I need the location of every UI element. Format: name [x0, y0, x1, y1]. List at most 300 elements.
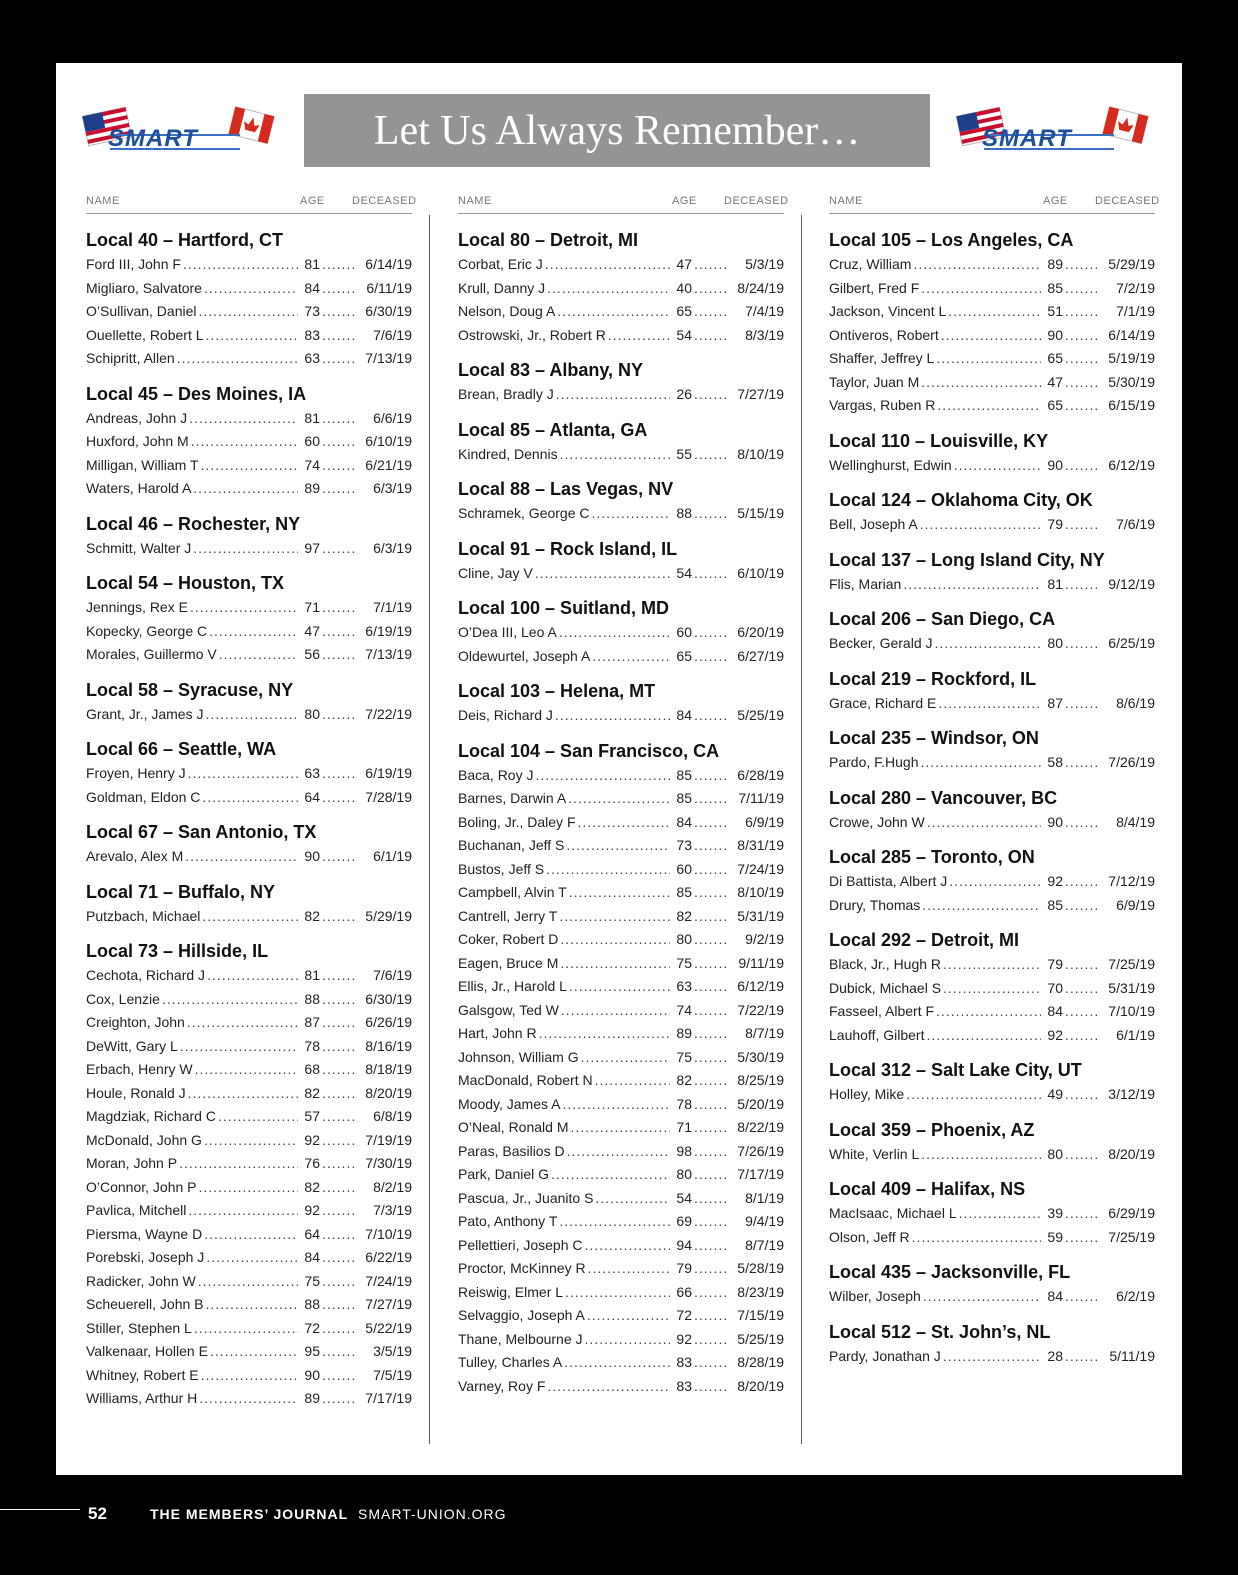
member-name: Froyen, Henry J [86, 765, 186, 781]
member-row [829, 894, 1155, 918]
member-age: 89 [676, 1025, 692, 1041]
member-deceased-date: 7/24/19 [737, 860, 784, 877]
member-deceased-date: 7/28/19 [365, 788, 412, 805]
member-deceased-date: 8/22/19 [737, 1119, 784, 1135]
member-name: Oldewurtel, Joseph A [458, 647, 591, 664]
member-row [86, 988, 412, 1012]
member-name: Gilbert, Fred F [829, 279, 920, 296]
leader-dots [322, 347, 354, 370]
leader-dots [694, 645, 726, 668]
local-heading: Local 359 – Phoenix, AZ [829, 1119, 1035, 1140]
leader-dots [954, 454, 1041, 477]
leader-dots [694, 999, 726, 1022]
leader-dots [608, 324, 670, 347]
member-age: 28 [1047, 1347, 1063, 1364]
member-age: 49 [1047, 1086, 1063, 1102]
leader-dots [559, 1210, 670, 1233]
member-age: 97 [304, 539, 320, 556]
local-heading: Local 137 – Long Island City, NY [829, 549, 1105, 570]
member-age: 82 [676, 907, 692, 924]
leader-dots [903, 573, 1041, 596]
member-deceased-date: 7/6/19 [373, 967, 412, 983]
member-deceased-date: 5/19/19 [1108, 350, 1155, 366]
member-row [829, 347, 1155, 371]
member-row [458, 811, 784, 835]
member-age: 82 [676, 1072, 692, 1088]
leader-dots [547, 1375, 670, 1398]
member-age: 54 [676, 1189, 692, 1206]
smart-logo-right [954, 101, 1150, 161]
member-name: Holley, Mike [829, 1086, 905, 1102]
leader-dots [694, 1093, 726, 1116]
local-heading: Local 100 – Suitland, MD [458, 598, 670, 618]
member-name: Campbell, Alvin T [458, 884, 567, 900]
column-header [86, 191, 417, 214]
member-name: Galsgow, Ted W [458, 1001, 559, 1018]
member-age: 40 [676, 279, 692, 296]
member-name: Thane, Melbourne J [458, 1330, 583, 1347]
member-deceased-date: 7/12/19 [1108, 873, 1155, 889]
leader-dots [694, 1281, 726, 1304]
member-age: 81 [1047, 575, 1063, 592]
leader-dots [694, 858, 726, 881]
leader-dots [694, 1328, 726, 1351]
member-age: 85 [676, 790, 692, 806]
local-group [458, 739, 784, 1399]
member-name: Park, Daniel G [458, 1166, 550, 1182]
member-age: 82 [304, 1178, 320, 1195]
member-age: 47 [1047, 373, 1063, 390]
leader-dots [193, 477, 298, 500]
member-name: Radicker, John W [86, 1272, 196, 1289]
member-deceased-date: 8/20/19 [365, 1084, 412, 1101]
member-age: 63 [676, 978, 692, 994]
member-age: 79 [1047, 516, 1063, 532]
leader-dots [694, 1140, 726, 1163]
member-deceased-date: 5/29/19 [1108, 256, 1155, 272]
member-age: 81 [304, 256, 320, 272]
member-age: 84 [304, 1249, 320, 1265]
member-deceased-date: 6/2/19 [1116, 1288, 1155, 1304]
leader-dots [322, 845, 354, 868]
member-name: Moran, John P [86, 1155, 178, 1171]
local-heading: Local 512 – St. John’s, NL [829, 1321, 1051, 1342]
leader-dots [322, 1293, 354, 1316]
member-age: 70 [1047, 979, 1063, 996]
member-name: Buchanan, Jeff S [458, 837, 565, 853]
member-age: 84 [676, 813, 692, 830]
member-deceased-date: 6/21/19 [365, 456, 412, 473]
member-row [86, 277, 412, 301]
member-name: Milligan, William T [86, 456, 199, 473]
member-row [458, 952, 784, 976]
member-row [86, 1011, 412, 1035]
member-name: Dubick, Michael S [829, 979, 942, 996]
local-group [458, 596, 784, 668]
member-deceased-date: 6/12/19 [1108, 456, 1155, 473]
leader-dots [694, 764, 726, 787]
member-deceased-date: 5/28/19 [737, 1260, 784, 1276]
member-row [86, 454, 412, 478]
member-name: Olson, Jeff R [829, 1228, 910, 1245]
member-age: 81 [304, 409, 320, 426]
member-deceased-date: 7/1/19 [1116, 303, 1155, 319]
header-name: NAME [829, 195, 863, 207]
member-row [829, 1226, 1155, 1250]
member-deceased-date: 6/8/19 [373, 1108, 412, 1124]
member-name: Deis, Richard J [458, 707, 553, 723]
leader-dots [551, 1163, 670, 1186]
member-deceased-date: 8/7/19 [745, 1236, 784, 1253]
local-group [458, 418, 784, 467]
leader-dots [206, 1246, 298, 1269]
member-deceased-date: 7/1/19 [373, 599, 412, 615]
leader-dots [935, 632, 1042, 655]
member-deceased-date: 6/14/19 [365, 256, 412, 272]
member-name: Proctor, McKinney R [458, 1260, 586, 1276]
leader-dots [322, 1105, 354, 1128]
member-age: 55 [676, 445, 692, 462]
local-heading: Local 104 – San Francisco, CA [458, 740, 720, 761]
member-deceased-date: 6/19/19 [365, 622, 412, 639]
leader-dots [694, 952, 726, 975]
member-age: 87 [304, 1014, 320, 1030]
member-row [829, 300, 1155, 324]
leader-dots [201, 1364, 298, 1387]
leader-dots [1065, 1000, 1097, 1023]
member-deceased-date: 6/12/19 [737, 978, 784, 994]
local-group [86, 737, 412, 809]
member-deceased-date: 8/20/19 [737, 1377, 784, 1394]
local-heading: Local 80 – Detroit, MI [458, 230, 639, 250]
member-name: Tulley, Charles A [458, 1354, 563, 1370]
member-age: 84 [1047, 1003, 1063, 1019]
leader-dots [585, 1328, 670, 1351]
local-heading: Local 312 – Salt Lake City, UT [829, 1060, 1082, 1080]
leader-dots [322, 1387, 354, 1410]
member-row [458, 383, 784, 407]
member-age: 82 [304, 907, 320, 924]
member-row [829, 513, 1155, 537]
member-deceased-date: 5/25/19 [737, 707, 784, 723]
member-name: Scheuerell, John B [86, 1296, 204, 1312]
member-deceased-date: 9/11/19 [738, 954, 784, 971]
local-heading: Local 206 – San Diego, CA [829, 609, 1056, 629]
local-heading: Local 219 – Rockford, IL [829, 668, 1037, 689]
leader-dots [322, 1058, 354, 1081]
leader-dots [206, 1293, 298, 1316]
member-age: 59 [1047, 1228, 1063, 1245]
member-row [86, 1364, 412, 1388]
member-row [458, 1116, 784, 1140]
leader-dots [694, 1187, 726, 1210]
leader-dots [694, 787, 726, 810]
member-row [86, 1340, 412, 1364]
member-deceased-date: 8/6/19 [1116, 694, 1155, 711]
member-age: 75 [676, 954, 692, 971]
member-deceased-date: 3/5/19 [373, 1343, 412, 1359]
leader-dots [188, 1199, 298, 1222]
local-group [829, 1260, 1155, 1309]
leader-dots [1065, 692, 1097, 715]
member-deceased-date: 5/29/19 [365, 907, 412, 924]
leader-dots [937, 394, 1041, 417]
local-group [86, 571, 412, 667]
member-age: 89 [304, 1390, 320, 1406]
leader-dots [218, 1105, 298, 1128]
member-name: Piersma, Wayne D [86, 1225, 203, 1242]
leader-dots [1065, 751, 1097, 774]
member-age: 92 [1047, 1026, 1063, 1043]
member-row [829, 454, 1155, 478]
member-name: Whitney, Robert E [86, 1366, 199, 1383]
leader-dots [1065, 454, 1097, 477]
member-name: Jackson, Vincent L [829, 303, 947, 319]
member-age: 92 [304, 1131, 320, 1148]
member-row [86, 1129, 412, 1153]
member-deceased-date: 8/10/19 [737, 445, 784, 462]
member-age: 80 [1047, 1145, 1063, 1162]
member-row [458, 300, 784, 324]
member-deceased-date: 6/9/19 [745, 813, 784, 830]
leader-dots [578, 811, 671, 834]
leader-dots [1065, 1202, 1097, 1225]
leader-dots [694, 1375, 726, 1398]
member-deceased-date: 8/1/19 [745, 1189, 784, 1206]
member-age: 92 [304, 1202, 320, 1218]
member-row [829, 324, 1155, 348]
member-deceased-date: 8/25/19 [737, 1072, 784, 1088]
member-row [829, 751, 1155, 775]
member-age: 65 [676, 303, 692, 319]
member-age: 69 [676, 1213, 692, 1229]
leader-dots [322, 537, 354, 560]
member-name: Boling, Jr., Daley F [458, 813, 576, 830]
member-deceased-date: 6/10/19 [365, 433, 412, 449]
member-row [458, 1257, 784, 1281]
member-row [458, 999, 784, 1023]
leader-dots [1065, 300, 1097, 323]
local-group [458, 358, 784, 407]
member-name: Waters, Harold A [86, 480, 192, 496]
leader-dots [1065, 1285, 1097, 1308]
local-heading: Local 280 – Vancouver, BC [829, 787, 1058, 808]
member-deceased-date: 7/26/19 [737, 1142, 784, 1159]
member-age: 65 [1047, 397, 1063, 413]
member-name: Ontiveros, Robert [829, 326, 939, 343]
member-row [458, 324, 784, 348]
leader-dots [948, 300, 1041, 323]
leader-dots [322, 620, 354, 643]
leader-dots [190, 596, 298, 619]
member-age: 85 [676, 884, 692, 900]
member-name: Andreas, John J [86, 409, 188, 426]
member-name: Pascua, Jr., Juanito S [458, 1189, 594, 1206]
column-divider [429, 215, 430, 1444]
local-heading: Local 435 – Jacksonville, FL [829, 1262, 1071, 1282]
member-deceased-date: 6/22/19 [365, 1249, 412, 1265]
member-row [458, 1163, 784, 1187]
leader-dots [322, 1223, 354, 1246]
website-link[interactable]: SMART-UNION.ORG [358, 1506, 507, 1522]
leader-dots [936, 1000, 1041, 1023]
leader-dots [694, 1304, 726, 1327]
member-age: 63 [304, 350, 320, 366]
local-heading: Local 45 – Des Moines, IA [86, 383, 307, 404]
logo-text: SMART [982, 125, 1072, 152]
leader-dots [694, 502, 726, 525]
member-name: Reiswig, Elmer L [458, 1283, 564, 1300]
member-row [458, 502, 784, 526]
leader-dots [694, 928, 726, 951]
member-deceased-date: 8/18/19 [365, 1061, 412, 1077]
leader-dots [923, 1285, 1041, 1308]
local-heading: Local 83 – Albany, NY [458, 360, 644, 380]
page-sheet [56, 63, 1182, 1475]
member-row [86, 477, 412, 501]
member-age: 74 [304, 456, 320, 473]
member-age: 73 [304, 303, 320, 319]
member-row [458, 1328, 784, 1352]
leader-dots [560, 952, 670, 975]
leader-dots [567, 1140, 670, 1163]
member-name: O’Connor, John P [86, 1178, 197, 1195]
local-group [829, 429, 1155, 478]
member-name: Johnson, William G [458, 1048, 579, 1065]
leader-dots [694, 383, 726, 406]
member-deceased-date: 6/9/19 [1116, 896, 1155, 913]
member-age: 81 [304, 967, 320, 983]
leader-dots [1065, 870, 1097, 893]
leader-dots [209, 620, 298, 643]
member-deceased-date: 8/28/19 [737, 1354, 784, 1370]
leader-dots [322, 1317, 354, 1340]
member-age: 60 [676, 860, 692, 877]
member-name: MacIsaac, Michael L [829, 1205, 957, 1221]
leader-dots [569, 975, 670, 998]
member-row [829, 1345, 1155, 1369]
member-name: Black, Jr., Hugh R [829, 956, 942, 972]
header-name: NAME [458, 195, 492, 207]
local-group [458, 679, 784, 728]
leader-dots [559, 905, 670, 928]
local-group [86, 939, 412, 1411]
member-row [458, 562, 784, 586]
member-age: 54 [676, 564, 692, 581]
leader-dots [569, 881, 670, 904]
leader-dots [322, 964, 354, 987]
member-name: Eagen, Bruce M [458, 954, 559, 971]
member-row [458, 1210, 784, 1234]
member-age: 76 [304, 1155, 320, 1171]
member-row [829, 394, 1155, 418]
local-group [86, 382, 412, 501]
leader-dots [949, 870, 1041, 893]
member-name: Hart, John R [458, 1025, 537, 1041]
member-age: 92 [1047, 873, 1063, 889]
leader-dots [555, 704, 670, 727]
member-deceased-date: 7/5/19 [373, 1366, 412, 1383]
member-name: Paras, Basilios D [458, 1142, 565, 1159]
member-age: 94 [676, 1236, 692, 1253]
leader-dots [921, 371, 1041, 394]
leader-dots [921, 1143, 1041, 1166]
leader-dots [1065, 513, 1097, 536]
local-heading: Local 66 – Seattle, WA [86, 739, 277, 759]
member-age: 78 [676, 1095, 692, 1112]
local-list [458, 214, 784, 1398]
leader-dots [936, 347, 1041, 370]
member-deceased-date: 6/25/19 [1108, 635, 1155, 651]
member-age: 79 [676, 1260, 692, 1276]
leader-dots [199, 300, 299, 323]
local-group [829, 1177, 1155, 1249]
leader-dots [322, 1082, 354, 1105]
member-age: 39 [1047, 1205, 1063, 1221]
member-deceased-date: 6/1/19 [373, 848, 412, 864]
member-row [86, 1223, 412, 1247]
member-deceased-date: 6/26/19 [365, 1014, 412, 1030]
leader-dots [322, 1246, 354, 1269]
member-row [86, 620, 412, 644]
local-heading: Local 85 – Atlanta, GA [458, 419, 648, 440]
member-row [829, 1202, 1155, 1226]
member-deceased-date: 7/27/19 [737, 386, 784, 402]
member-row [86, 845, 412, 869]
leader-dots [1065, 1024, 1097, 1047]
member-deceased-date: 8/2/19 [373, 1178, 412, 1195]
header-name: NAME [86, 195, 120, 207]
leader-dots [322, 1176, 354, 1199]
member-row [829, 1000, 1155, 1024]
member-name: Drury, Thomas [829, 896, 921, 913]
leader-dots [568, 787, 670, 810]
member-name: Flis, Marian [829, 575, 902, 592]
member-row [86, 1246, 412, 1270]
leader-dots [322, 1152, 354, 1175]
member-age: 56 [304, 646, 320, 662]
member-name: Krull, Danny J [458, 279, 546, 296]
member-row [458, 858, 784, 882]
member-row [86, 1105, 412, 1129]
member-name: Cruz, William [829, 256, 912, 272]
leader-dots [322, 407, 354, 430]
leader-dots [187, 1011, 298, 1034]
leader-dots [205, 703, 298, 726]
local-heading: Local 292 – Detroit, MI [829, 930, 1020, 950]
leader-dots [565, 1281, 670, 1304]
member-row [829, 953, 1155, 977]
column-2 [458, 191, 789, 1409]
member-row [86, 537, 412, 561]
member-row [86, 430, 412, 454]
leader-dots [694, 881, 726, 904]
member-row [458, 277, 784, 301]
member-name: Huxford, John M [86, 433, 189, 449]
page-title: Let Us Always Remember… [304, 94, 930, 167]
local-heading: Local 40 – Hartford, CT [86, 230, 284, 250]
leader-dots [694, 1022, 726, 1045]
leader-dots [322, 988, 354, 1011]
member-deceased-date: 7/30/19 [365, 1155, 412, 1171]
member-row [829, 1285, 1155, 1309]
member-name: Taylor, Juan M [829, 373, 920, 390]
local-group [86, 820, 412, 869]
member-row [86, 964, 412, 988]
member-deceased-date: 6/20/19 [737, 624, 784, 640]
member-deceased-date: 9/4/19 [745, 1213, 784, 1229]
leader-dots [191, 430, 298, 453]
